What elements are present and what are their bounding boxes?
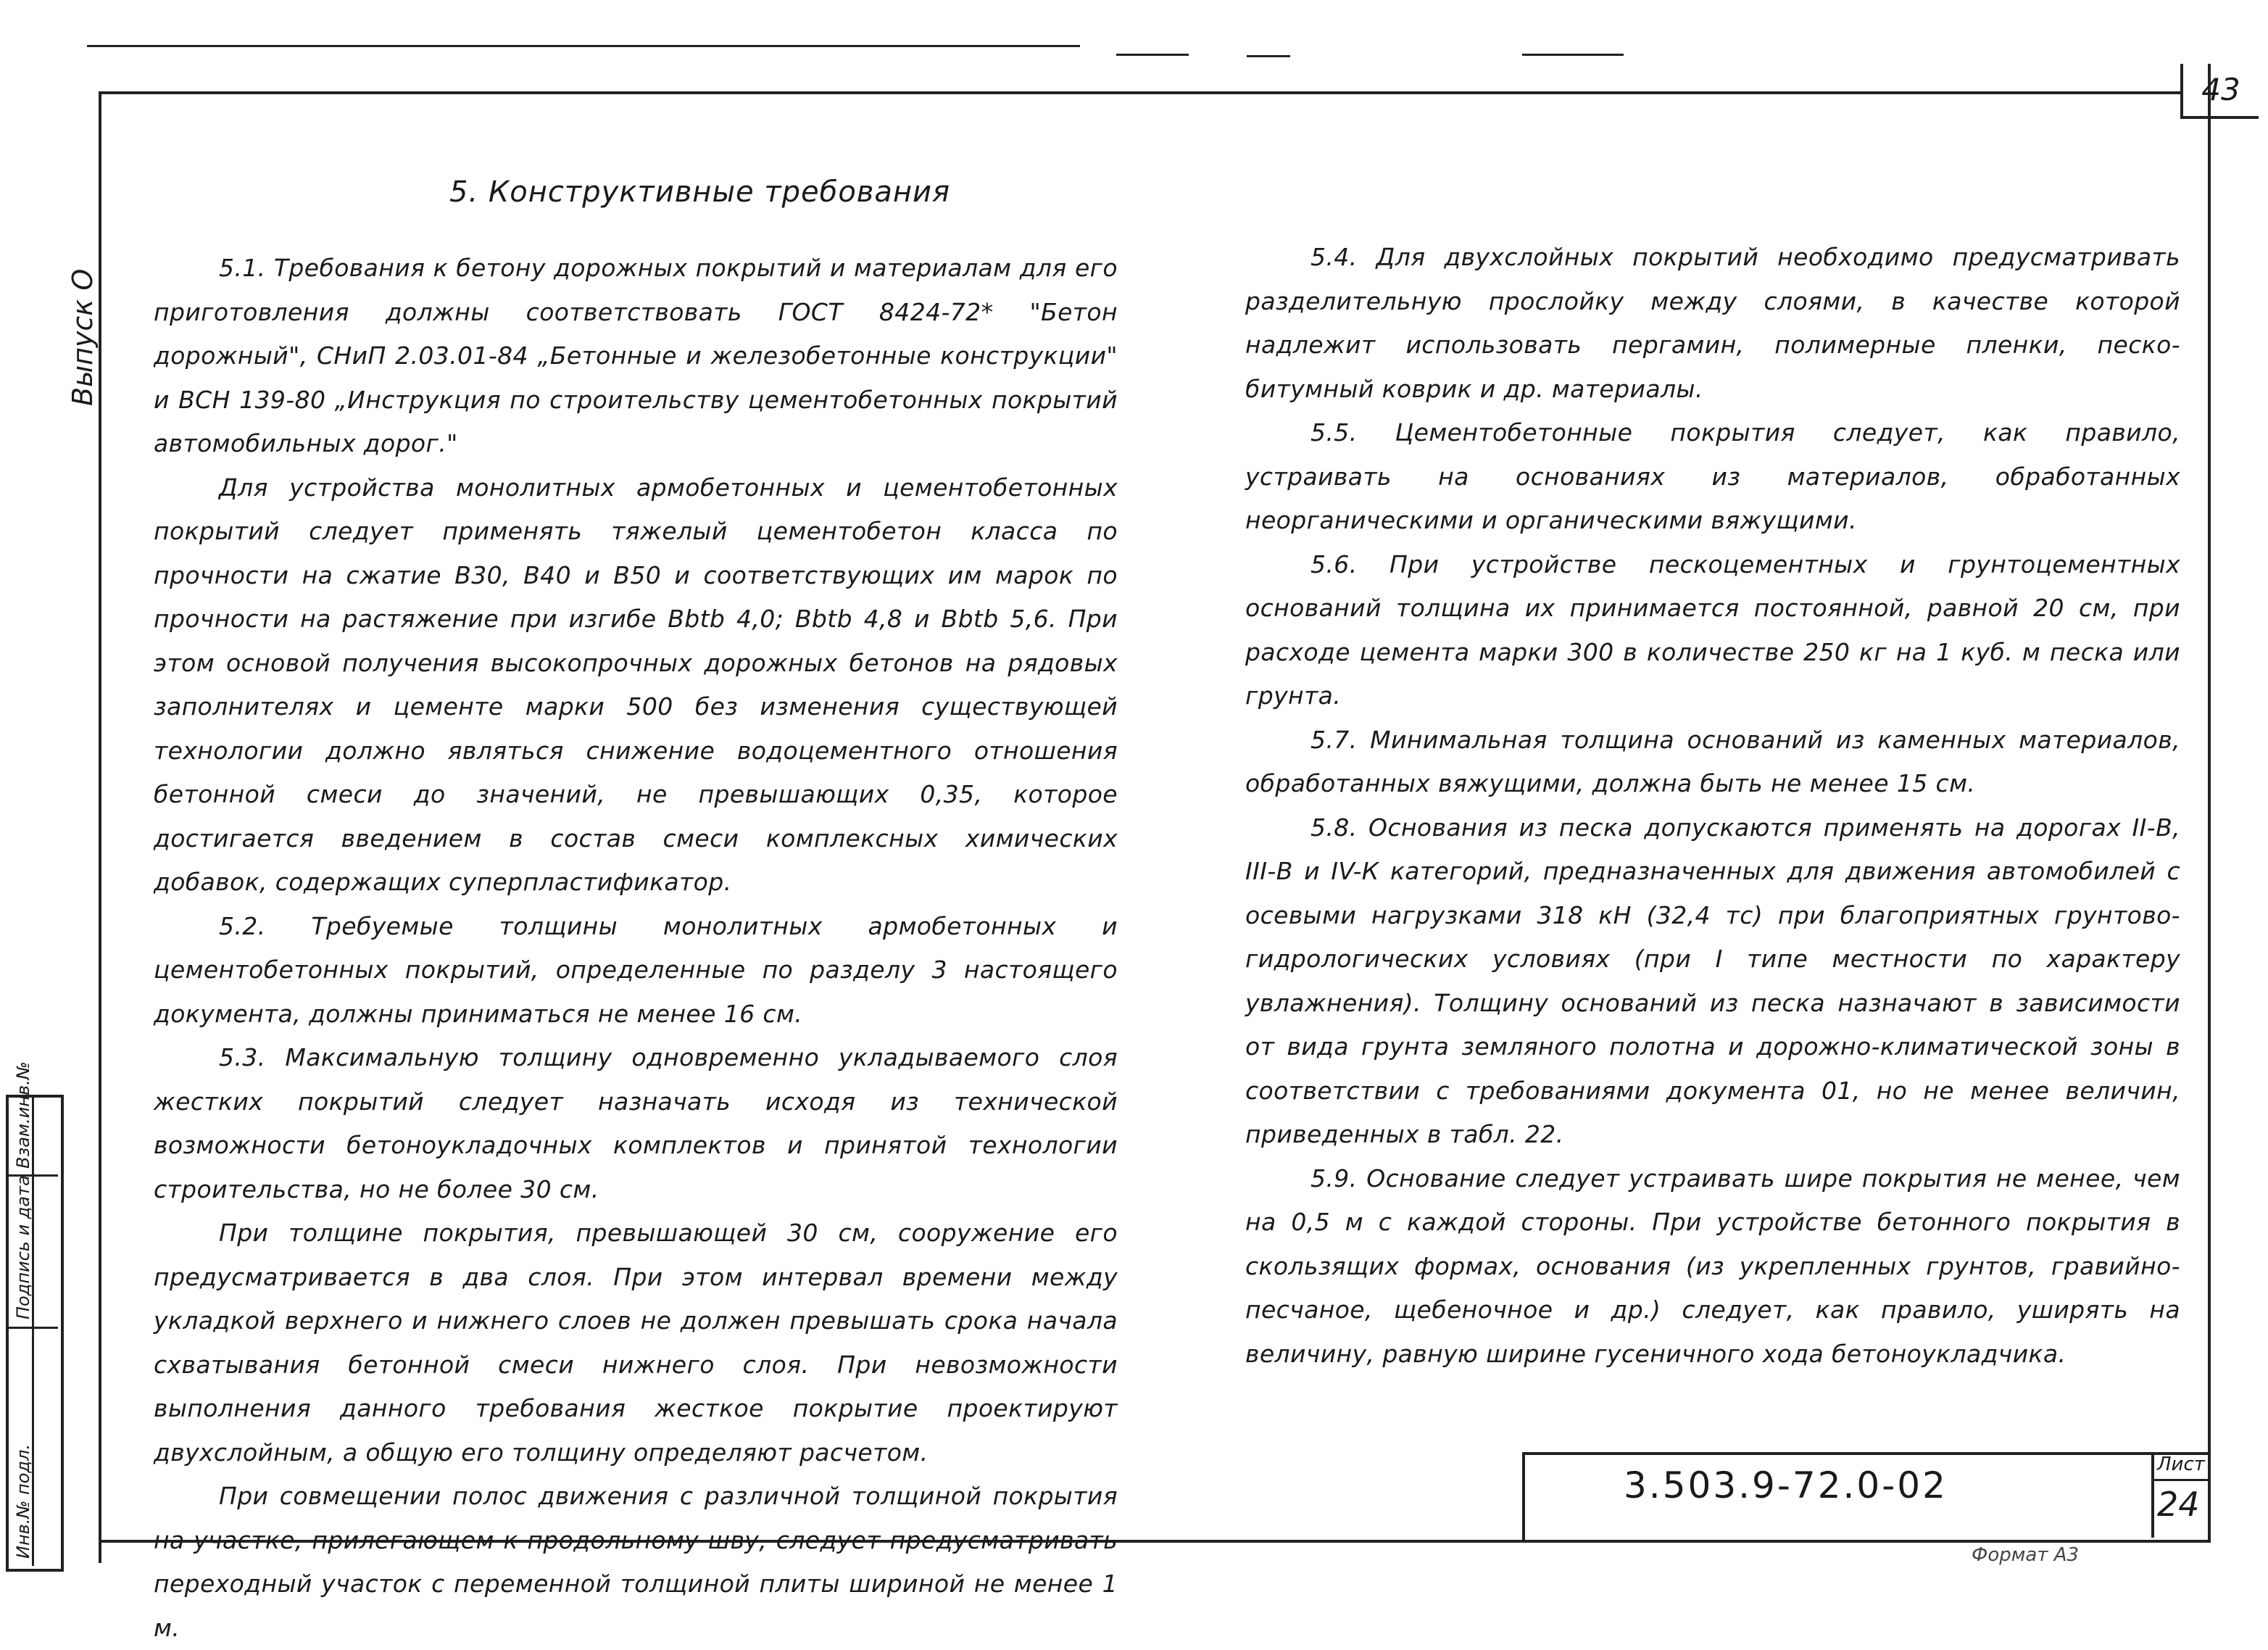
paragraph-5-2: 5.2. Требуемые толщины монолитных армобетонных и цементобетонных покрытий, определенные по разделу 3 настоящего документа, должны приниматься не менее 16 см. [154,911,1118,1028]
paragraph-5-3-transition: При совмещении полос движения с различной толщиной покрытия на участке, прилегающем к продольному шву, следует предусматривать переходный участок с переменной толщиной плиты шириной не менее 1 м. [154,1482,1118,1642]
right-column [1245,236,2180,1376]
top-scan-dashes [1247,55,1290,57]
paragraph-5-3-layers: При толщине покрытия, превышающей 30 см, сооружение его предусматривается в два слоя. При этом интервал времени между укладкой верхнего и нижнего слоев не должен превышать срока начала схватывания бетонной смеси нижнего слоя. При невозможности выполнения данного требования жесткое покрытие проектируют двухслойным, а общую его толщину определяют расчетом. [154,1219,1118,1467]
podpis-data-label: Подпись и дата [13,1175,33,1319]
paragraph-5-4: 5.4. Для двухслойных покрытий необходимо предусматривать разделительную прослойку между слоями, в качестве которой надлежит использовать пергамин, полимерные пленки, песко-битумный коврик и др. материалы. [1245,243,2180,403]
sheet-label: Лист [2157,1454,2205,1475]
document-code: 3.503.9-72.0-02 [1624,1464,1948,1506]
top-scan-dashes [1116,54,1189,56]
sheet-cell-divider [2151,1479,2208,1481]
frame-left [99,91,101,1563]
left-column [154,246,1118,1650]
paragraph-5-1-concrete: Для устройства монолитных армобетонных и цементобетонных покрытий следует применять тяжелый цементобетон класса по прочности на сжатие В30, В40 и В50 и соответствующих им марок по прочности на растяжение при изгибе Вbtb 4,0; Вbtb 4,8 и Вbtb 5,6. При этом основой получения высокопрочных дорожных бетонов на рядовых заполнителях и цементе марки 500 без изменения существующей технологии должно являться снижение водоцементного отношения бетонной смеси до значений, не превышающих 0,35, которое достигается введением в состав смеси комплексных химических добавок, содержащих суперпластификатор. [154,473,1118,896]
paragraph-5-1: 5.1. Требования к бетону дорожных покрытий и материалам для его приготовления должны соответствовать ГОСТ 8424-72* "Бетон дорожный", СНиП 2.03.01-84 „Бетонные и железобетонные конструкции" и ВСН 139-80 „Инструкция по строительству цементобетонных покрытий автомобильных дорог." [154,254,1118,457]
paragraph-5-8: 5.8. Основания из песка допускаются применять на дорогах II-В, III-В и IV-К категорий, предназначенных для движения автомобилей с осевыми нагрузками 318 кН (32,4 тс) при благоприятных грунтово-гидрологических условиях (при I типе местности по характеру увлажнения). Толщину оснований из песка назначают в зависимости от вида грунта земляного полотна и дорожно-климатической зоны в соответствии с требованиями документа 01, но не менее величин, приведенных в табл. 22. [1245,813,2180,1148]
paragraph-5-7: 5.7. Минимальная толщина оснований из каменных материалов, обработанных вяжущими, должна быть не менее 15 см. [1245,725,2180,797]
format-label: Формат А3 [1972,1544,2080,1566]
vzam-inv-label: Взам.инв.№ [13,1061,33,1169]
top-scan-dashes [1522,54,1624,56]
vypusk-label: Выпуск О [67,268,99,406]
sheet-number: 24 [2157,1485,2200,1524]
inv-podl-label: Инв.№ подл. [13,1444,33,1559]
paragraph-5-5: 5.5. Цементобетонные покрытия следует, как правило, устраивать на основаниях из материалов, обработанных неорганическими и органическими вяжущими. [1245,418,2180,534]
section-heading: 5. Конструктивные требования [449,175,951,209]
frame-top [101,91,2182,94]
paragraph-5-9: 5.9. Основание следует устраивать шире покрытия не менее, чем на 0,5 м с каждой стороны. При устройстве бетонного покрытия в скользящих формах, основания (из укрепленных грунтов, гравийно-песчаное, щебеночное и др.) следует, как правило, уширять на величину, равную ширине гусеничного хода бетоноукладчика. [1245,1164,2180,1368]
top-scan-line [87,45,1080,47]
page-number: 43 [2180,64,2259,119]
frame-right [2208,64,2211,1543]
paragraph-5-6: 5.6. При устройстве пескоцементных и грунтоцементных оснований толщина их принимается постоянной, равной 20 см, при расходе цемента марки 300 в количестве 250 кг на 1 куб. м песка или грунта. [1245,550,2180,710]
paragraph-5-3: 5.3. Максимальную толщину одновременно укладываемого слоя жестких покрытий следует назначать исходя из технической возможности бетоноукладочных комплектов и принятой технологии строительства, но не более 30 см. [154,1043,1118,1203]
